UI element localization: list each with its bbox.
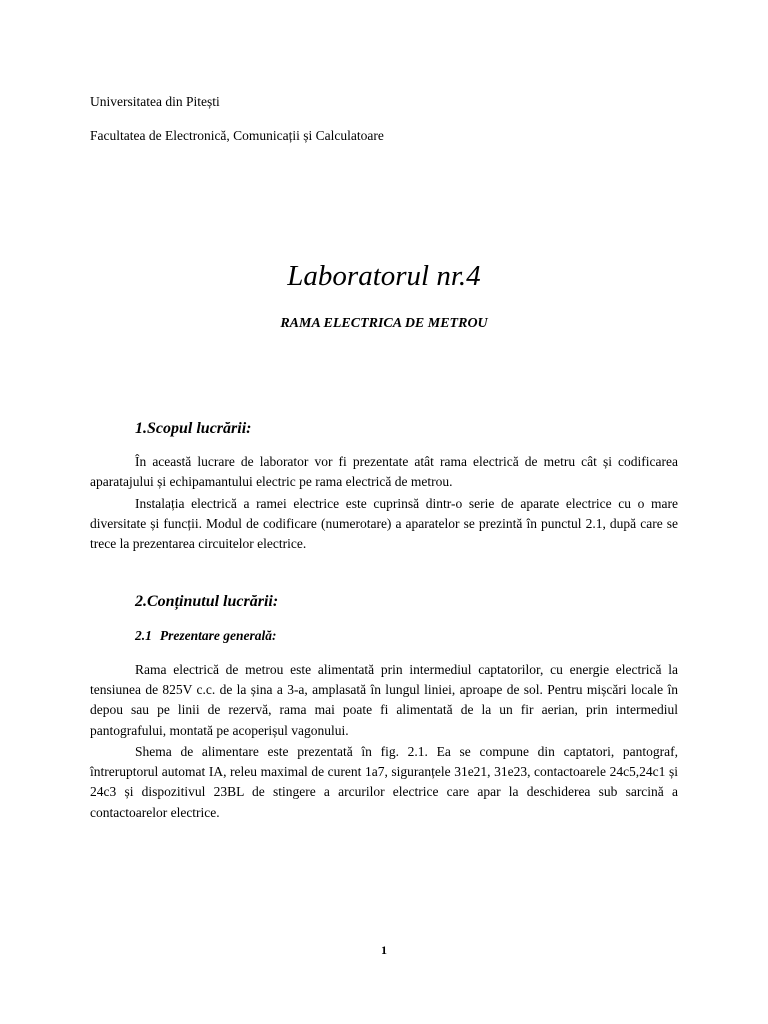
faculty-name: Facultatea de Electronică, Comunicații și Calculatoare	[90, 128, 384, 143]
subsection-number: 2.1	[135, 628, 152, 643]
subsection-2-1-heading	[135, 627, 276, 645]
document-subtitle: RAMA ELECTRICA DE METROU	[280, 316, 488, 331]
university-name: Universitatea din Pitești	[90, 94, 220, 109]
section-2-paragraph-1: Rama electrică de metrou este alimentată prin intermediul captatorilor, cu energie electrică la tensiunea de 825V c.c. de la șina a 3-a, amplasată în lungul liniei, aproape de sol. Pentru mișcări locale în depou sau pe linii de rezervă, rama mai poate fi alimentată de la un fir aerian, prin intermediul pantografului, montată pe acoperișul vagonului.	[90, 662, 678, 738]
section-2-paragraph-2: Shema de alimentare este prezentată în fig. 2.1. Ea se compune din captatori, pantograf, întreruptorul automat IA, releu maximal de curent 1a7, siguranțele 31e21, 31e23, contactoarele 24c5,24c1 și 24c3 și dispozitivul 23BL de stingere a arcurilor electrice care apar la deschiderea sub sarcină a contactoarelor electrice.	[90, 744, 678, 820]
section-1-heading: 1.Scopul lucrării:	[135, 420, 252, 437]
subsection-title: Prezentare generală:	[159, 628, 277, 643]
document-title: Laboratorul nr.4	[287, 260, 481, 292]
section-2-heading: 2.Conținutul lucrării:	[135, 593, 279, 610]
section-1-paragraph-1: În această lucrare de laborator vor fi prezentate atât rama electrică de metru cât și codificarea aparatajului și echipamantului electric pe rama electrică de metrou.	[90, 454, 678, 490]
page-number: 1	[381, 943, 387, 957]
section-1-paragraph-2: Instalația electrică a ramei electrice este cuprinsă dintr-o serie de aparate electrice cu o mare diversitate și funcții. Modul de codificare (numerotare) a aparatelor se prezintă în punctul 2.1, după care se trece la prezentarea circuitelor electrice.	[90, 496, 678, 552]
